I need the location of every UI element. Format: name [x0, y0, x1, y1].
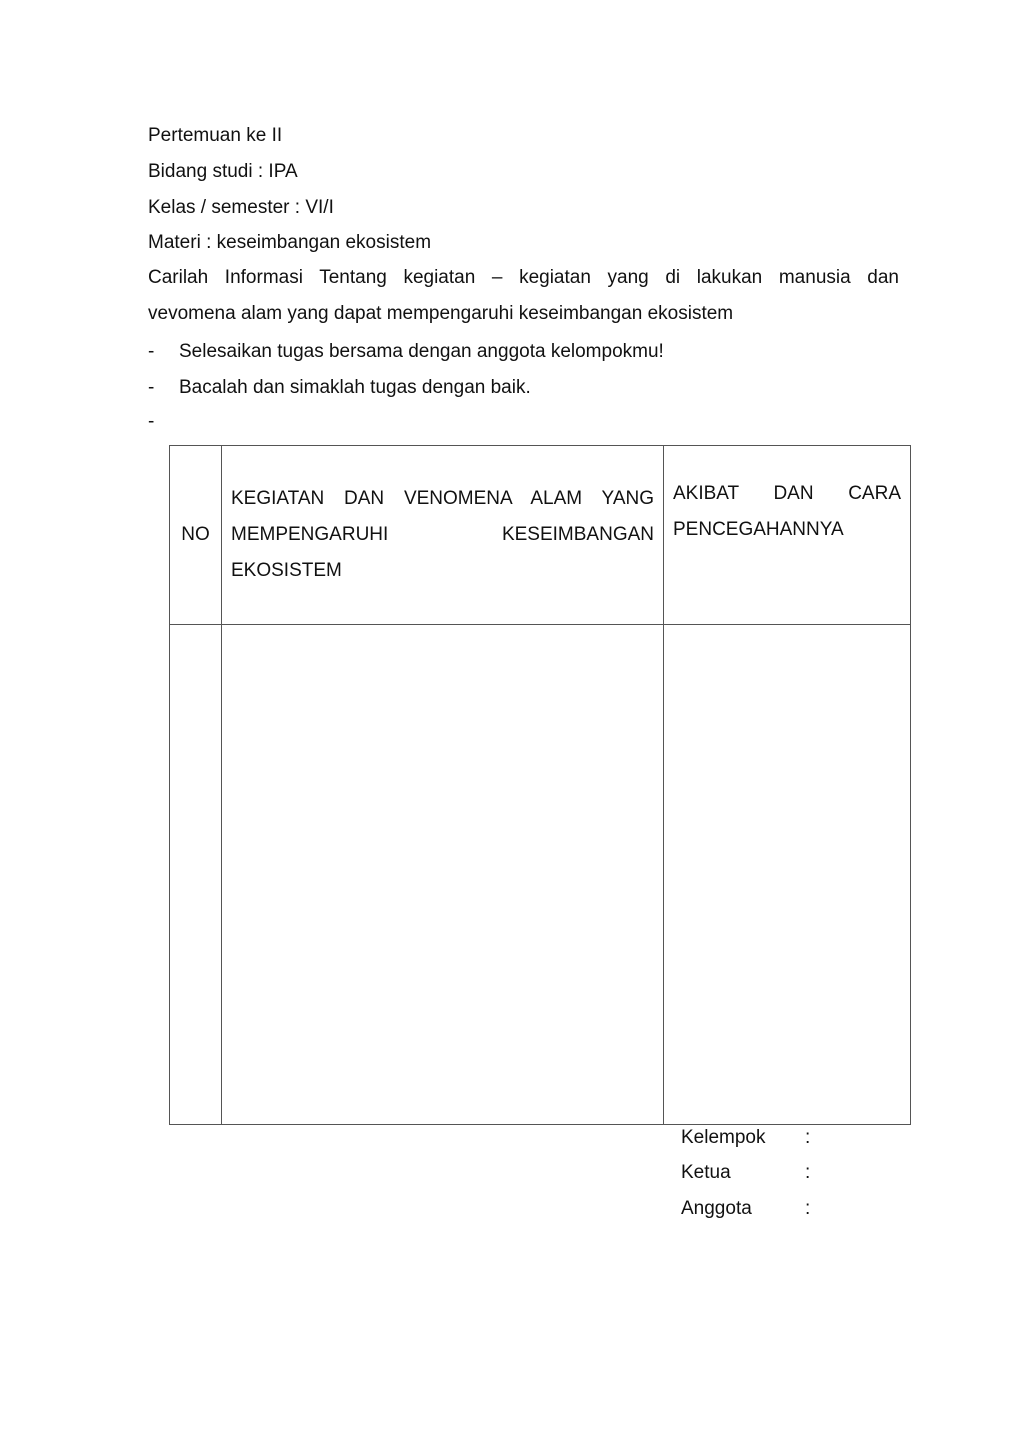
group-label: Kelempok — [681, 1127, 766, 1148]
header-effect-line-1: AKIBAT DAN CARA — [673, 483, 901, 504]
header-activity — [222, 446, 664, 625]
members-colon: : — [805, 1198, 811, 1219]
bullet-dash: - — [148, 411, 155, 432]
bullet-item — [148, 340, 664, 364]
header-no: NO — [170, 446, 222, 625]
header-effect — [664, 446, 911, 625]
class-semester-label: Kelas / semester : VI/I — [148, 197, 334, 218]
members-label: Anggota — [681, 1198, 752, 1219]
group-colon: : — [805, 1127, 811, 1148]
bullet-text: Selesaikan tugas bersama dengan anggota kelompokmu! — [179, 341, 664, 362]
header-activity-line-3: EKOSISTEM — [231, 560, 342, 581]
table-row — [170, 625, 911, 1125]
material-label: Materi : keseimbangan ekosistem — [148, 232, 432, 253]
leader-colon: : — [805, 1162, 811, 1183]
bullet-text: Bacalah dan simaklah tugas dengan baik. — [179, 377, 531, 398]
cell-activity[interactable] — [222, 625, 664, 1125]
header-activity-line-1: KEGIATAN DAN VENOMENA ALAM YANG — [231, 488, 654, 509]
leader-field — [681, 1161, 810, 1185]
header-effect-line-2: PENCEGAHANNYA — [673, 519, 844, 540]
cell-no[interactable] — [170, 625, 222, 1125]
instruction-line-2: vevomena alam yang dapat mempengaruhi keseimbangan ekosistem — [148, 303, 734, 324]
meeting-label: Pertemuan ke II — [148, 125, 283, 146]
subject-label: Bidang studi : IPA — [148, 161, 298, 182]
bullet-item — [148, 376, 531, 400]
bullet-dash: - — [148, 341, 155, 362]
group-field — [681, 1126, 810, 1150]
members-field — [681, 1197, 810, 1221]
header-activity-line-2: MEMPENGARUHI KESEIMBANGAN — [231, 524, 654, 545]
leader-label: Ketua — [681, 1162, 731, 1183]
bullet-dash: - — [148, 377, 155, 398]
activity-table — [169, 445, 911, 1125]
instruction-line-1: Carilah Informasi Tentang kegiatan – kegiatan yang di lakukan manusia dan — [148, 267, 899, 288]
cell-effect[interactable] — [664, 625, 911, 1125]
table-header-row — [170, 446, 911, 625]
bullet-item — [148, 410, 179, 434]
